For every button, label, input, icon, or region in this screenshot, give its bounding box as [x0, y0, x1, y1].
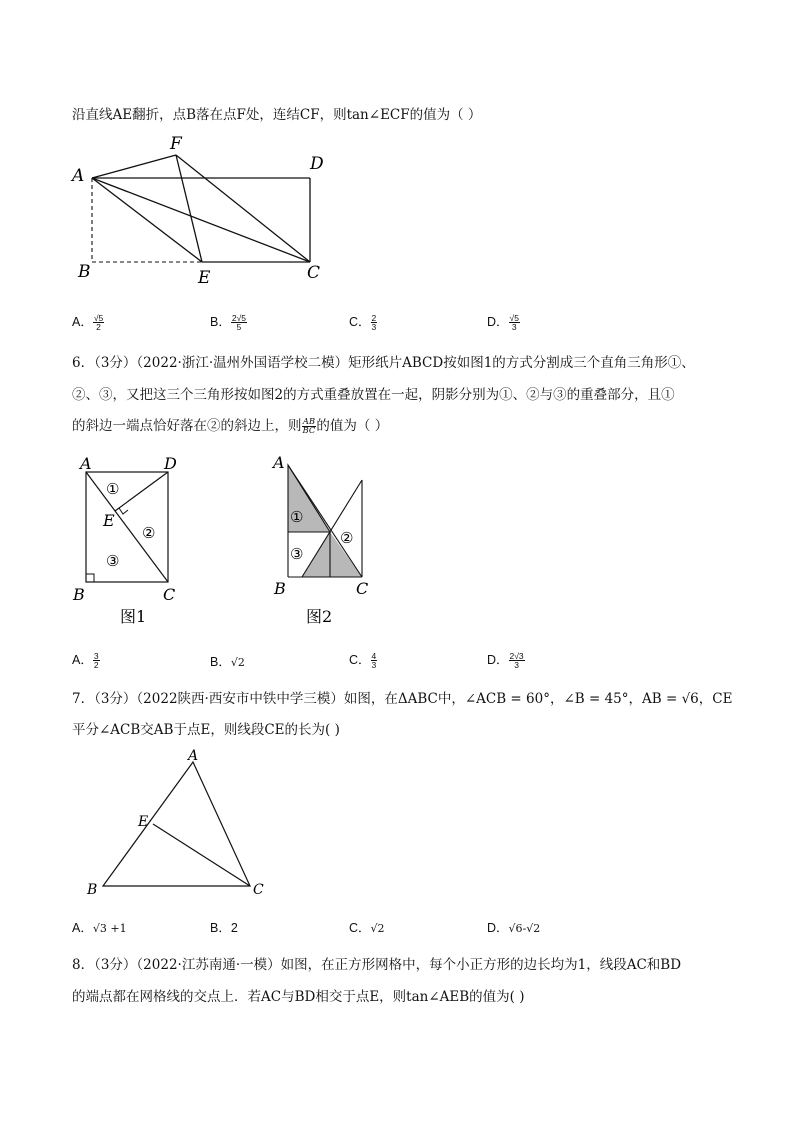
fig1-triangle-1: ①	[106, 480, 120, 498]
fig1-caption: 图1	[120, 607, 147, 626]
q8-stem-line2: 的端点都在网格线的交点上．若AC与BD相交于点E，则tan∠AEB的值为( )	[72, 989, 525, 1005]
q7-option-a[interactable]: A．√3 +1	[72, 921, 127, 935]
q5-option-b[interactable]: B． $\frac{2√5}{5}$	[210, 312, 246, 333]
q5-label-B: B	[78, 262, 91, 282]
fig1-triangle-3: ③	[106, 552, 120, 570]
q7-stem-line2: 平分∠ACB交AB于点E，则线段CE的长为( )	[72, 722, 340, 738]
q5-option-a[interactable]: A． $\frac{√5}{2}$	[72, 312, 104, 333]
q6-figure-1	[70, 450, 195, 630]
q7-label-B: B	[87, 882, 98, 898]
q8-stem-line1: 8．（3分）（2022·江苏南通·一模）如图，在正方形网格中，每个小正方形的边长均为1，线段AC和BD	[72, 957, 682, 973]
fig2-triangle-2: ②	[340, 529, 354, 547]
fig1-label-A: A	[80, 454, 92, 473]
q5-option-d[interactable]: D． $\frac{√5}{3}$	[487, 312, 519, 333]
q6-stem-line2: ②、③，又把这三个三角形按如图2的方式重叠放置在一起，阴影分别为①、②与③的重叠部分，且①	[72, 387, 675, 403]
fig2-triangle-1: ①	[290, 508, 304, 526]
fig2-label-A: A	[273, 453, 285, 472]
q7-figure	[80, 748, 280, 903]
q7-label-A: A	[188, 748, 199, 764]
q7-label-C: C	[253, 882, 264, 898]
q5-label-D: D	[310, 154, 324, 174]
q5-figure	[60, 125, 350, 290]
fig2-caption: 图2	[306, 607, 333, 626]
fig2-label-C: C	[356, 579, 369, 598]
q5-label-C: C	[307, 263, 321, 283]
q7-stem-line1: 7．（3分）（2022陕西·西安市中铁中学三模）如图，在ΔABC中，∠ACB = 60°，∠B = 45°，AB = √6，CE	[72, 691, 733, 707]
q5-option-c[interactable]: C． $\frac{2}{3}$	[349, 312, 377, 333]
q5-label-F: F	[170, 134, 182, 154]
q6-stem-line1: 6．（3分）（2022·浙江·温州外国语学校二模）矩形纸片ABCD按如图1的方式分割成三个直角三角形①、	[72, 355, 695, 371]
fig1-label-C: C	[163, 585, 176, 604]
q7-option-d[interactable]: D．√6-√2	[487, 921, 541, 935]
q6-option-b[interactable]: B．√2	[210, 655, 245, 669]
q6-option-a[interactable]: A． $\frac{3}{2}$	[72, 650, 99, 671]
fig2-triangle-3: ③	[290, 545, 304, 563]
fig2-label-B: B	[274, 579, 286, 598]
q6-ratio-fraction: $\frac{AB}{BC}$	[302, 416, 316, 436]
fig1-label-E: E	[103, 511, 115, 530]
q6-figure-2	[266, 450, 386, 630]
q5-label-A: A	[72, 166, 85, 186]
q6-option-d[interactable]: D． $\frac{2√3}{3}$	[487, 650, 524, 671]
fig1-triangle-2: ②	[142, 524, 156, 542]
q5-label-E: E	[198, 268, 211, 288]
q7-option-b[interactable]: B．2	[210, 921, 238, 935]
fig1-label-B: B	[73, 585, 85, 604]
q7-option-c[interactable]: C．√2	[349, 921, 385, 935]
q5-stem: 沿直线AE翻折，点B落在点F处，连结CF，则tan∠ECF的值为（ ）	[72, 107, 482, 123]
q6-option-c[interactable]: C． $\frac{4}{3}$	[349, 650, 377, 671]
q7-label-E: E	[138, 814, 149, 830]
q6-stem-line3: 的斜边一端点恰好落在②的斜边上，则 $\frac{AB}{BC}$ 的值为（ ）	[72, 416, 389, 436]
fig1-label-D: D	[164, 454, 177, 473]
